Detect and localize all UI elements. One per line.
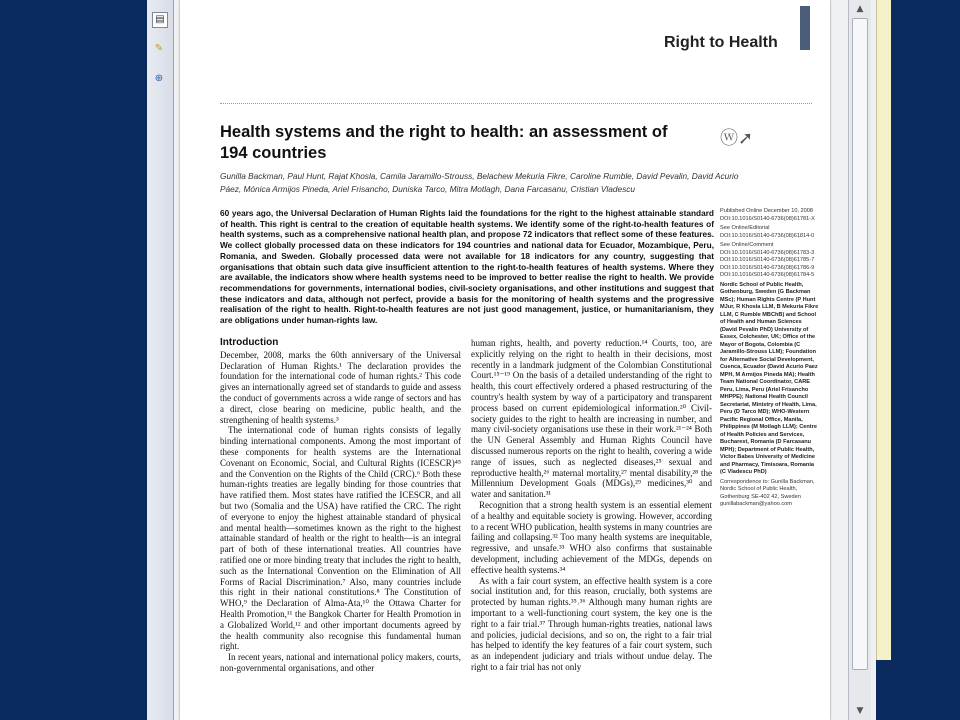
header-rule — [220, 103, 812, 104]
paragraph: The international code of human rights consists of legally binding international components. Among the most important of these components for health systems are the International Covenant on Economic, Social, and Cultural Rights (ICESCR)⁴⁵ and the Convention on the Rights of the Child (CRC).⁶ Both these human-rights treaties are legally binding for those countries that have ratified them. Most states have ratified the ICESCR, and all but two (Somalia and the USA) have ratified the CRC. The right of everyone to enjoy the highest attainable standard of physical and mental health—sometimes known as the right to the highest attainable standard of health or the right to health—is an integral part of both of these international treaties. All countries have ratified one or more binding treaty that includes the right to health, such as the International Convention on the Elimination of All Forms of Racial Discrimination.⁷ Also, many countries include this right in their national constitutions.⁸ The Constitution of WHO,⁹ the Declaration of Alma-Ata,¹⁰ the Ottawa Charter for Health Promotion,¹¹ the Bangkok Charter for Health Promotion in a Globalized World,¹² and other important documents agreed by the health community also recognise this fundamental human right. — [220, 425, 461, 652]
left-toolbar — [147, 0, 174, 720]
article-sidebar — [720, 208, 820, 511]
paragraph: In recent years, national and international policy makers, courts, non-governmental organisations, and other — [220, 652, 461, 673]
side-panel — [876, 0, 891, 660]
abstract: 60 years ago, the Universal Declaration of Human Rights laid the foundations for the right to the highest attainable standard of health. This right is central to the creation of equitable health systems. We identify some of the right-to-health features of health systems, such as a comprehensive national health plan, and propose 72 indicators that reflect some of these features. We collect globally processed data on these indicators for 194 countries and national data for Ecuador, Mozambique, Peru, Romania, and Sweden. Globally processed data were not available for 18 indicators for any country, suggesting that organisations that obtain such data give insufficient attention to the right-to-health features of health systems. Where they are available, the indicators show where health systems need to be improved to better realise the right to health. We provide recommendations for governments, international bodies, civil-society organisations, and other institutions and suggest that these indicators and data, although not perfect, provide a basis for the monitoring of health systems and the progressive realisation of the right to health. Right-to-health features are not just good management, justice, or humanitarianism, they are obligations under human-rights law. — [220, 208, 714, 326]
body-column-2 — [471, 338, 712, 673]
article-title: Health systems and the right to health: an assessment of 194 countries — [220, 123, 668, 162]
scroll-down-icon[interactable]: ▼ — [856, 706, 864, 716]
sidebar-note: Nordic School of Public Health, Gothenburg, Sweden (G Backman MSc); Human Rights Centre (P Hunt MJur, R Khosla LLM, B Mekuria Fikre LLM, C Rumble MBChB) and School of Health and Human Sciences (David Pevalin PhD) University of Essex, Colchester, UK; Office of the Mayor of Bogota, Colombia (C Jaramillo-Strouss LLM); Foundation for Alternative Social Development, Cuenca, Ecuador (David Acurio Paez MPH, M Armijos Pineda MA); Health Team National Coordinator, CARE Peru, Lima, Peru (Ariel Frisancho MHPPE); National Health Council Secretariat, Ministry of Health, Lima, Peru (D Tarco MD); WHO-Western Pacific Regional Office, Manila, Philippines (M Motlagh LLM); Centre of Health Policies and Services, Bucharest, Romania (D Farcasanu MPH); Department of Public Health, Victor Babes University of Medicine and Pharmacy, Timisoara, Romania (C Vladescu PhD) — [720, 281, 819, 475]
paragraph: December, 2008, marks the 60th anniversary of the Universal Declaration of Human Rights.¹ The declaration provides the foundation for the international code of human rights.² This code gives an internationally agreed set of standards to guide and assess the conduct of governments across a wide range of sectors and has a direct, close bearing on medicine, public health, and the strengthening of health systems.³ — [220, 349, 461, 425]
sidebar-note: Published Online December 10, 2008 DOI:10.1016/S0140-6736(08)61781-X — [720, 208, 815, 222]
document-page — [180, 0, 830, 720]
paragraph: As with a fair court system, an effective health system is a core social institution and, for this reason, crucially, both systems are protected by human rights.³⁵˒³⁶ Although many human rights are important to a well-functioning court system, the key one is the right to a fair trial.³⁷ Through human-rights treaties, national laws and policies, judicial decisions, and so on, the right to a fair trial has helped to identify the key features of a fair court system, such as an independent judiciary and trials without undue delay. The right to a fair trial has not only — [471, 575, 712, 672]
section-marker — [800, 6, 810, 50]
paragraph: human rights, health, and poverty reduction.¹⁴ Courts, too, are explicitly relying on the right to health in their decisions, most recently in a landmark judgment of the Colombian Constitutional Court.¹⁵⁻¹⁹ On the basis of a detailed understanding of the right to health, this court effectively ordered a phased restructuring of the country's health system by way of a participatory and transparent process based on current epidemiological information.²⁰ Civil-society guides to the right to health are increasing in number, and many civil-society organisations use these in their work.²¹⁻²⁴ Both the UN General Assembly and Human Rights Council have discussed numerous reports on the right to health, covering a wide range of issues, such as neglected diseases,²⁵ sexual and reproductive health,²⁶ maternal mortality,²⁷ mental disability,²⁸ the Millennium Development Goals (MDGs),²⁹ medicines,³⁰ and water and sanitation.³¹ — [471, 338, 712, 500]
sidebar-note: Correspondence to: Gunilla Backman, Nordic School of Public Health, Gothenburg SE-402 42, Sweden gunillabackman@yahoo.com — [720, 478, 815, 507]
body-column-1 — [220, 338, 461, 674]
paragraph: Recognition that a strong health system is an essential element of a healthy and equitable society is growing. However, according to a recent WHO publication, health systems in many countries are failing and collapsing.³² Too many health systems are inequitable, regressive, and unsafe.³³ WHO also confirms that sustainable development, including achievement of the MDGs, depends on effective health systems.³⁴ — [471, 499, 713, 575]
vertical-scrollbar[interactable] — [848, 0, 871, 720]
page-thumbnail-icon[interactable]: ▤ — [152, 12, 168, 28]
section-heading: Introduction — [220, 337, 279, 348]
scroll-up-icon[interactable]: ▲ — [856, 4, 864, 14]
scroll-thumb[interactable] — [852, 18, 868, 670]
crossmark-icon[interactable]: ⓦ➚ — [720, 128, 754, 149]
section-title: Right to Health — [664, 34, 778, 51]
attachment-icon[interactable]: ✎ — [154, 43, 164, 54]
author-list: Gunilla Backman, Paul Hunt, Rajat Khosla, Camila Jaramillo-Strouss, Belachew Mekuria Fikre, Caroline Rumble, David Pevalin, David Acurio Páez, Mónica Armijos Pineda, Ariel Frisancho, Duniska Tarco, Mitra Motlagh, Dana Farcasanu, Cristian Vladescu — [220, 171, 739, 194]
sidebar-note: See Online/Comment DOI:10.1016/S0140-6736(08)61783-3 DOI:10.1016/S0140-6736(08)61785-7 DOI:10.1016/S0140-6736(08)61786-9 DOI:10.1016/S0140-6736(08)61784-5 — [720, 242, 815, 278]
bookmark-icon[interactable]: ⊕ — [154, 73, 164, 84]
sidebar-note: See Online/Editorial DOI:10.1016/S0140-6736(08)61814-0 — [720, 225, 815, 239]
